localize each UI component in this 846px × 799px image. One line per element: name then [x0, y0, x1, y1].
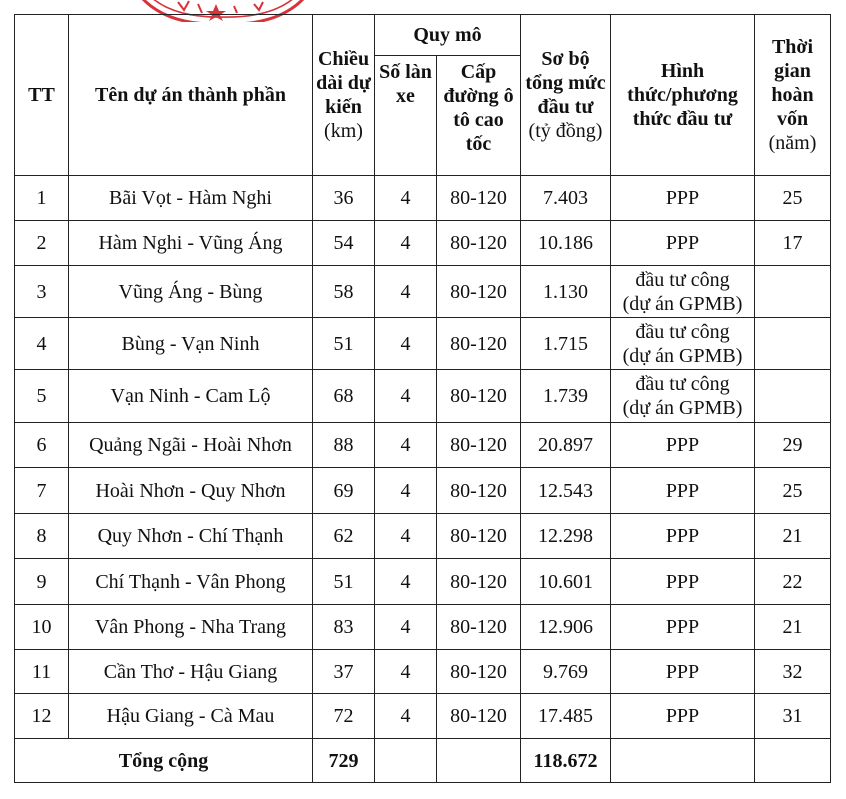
col-header-form: Hình thức/phương thức đầu tư [611, 15, 755, 176]
cell-length: 83 [313, 605, 375, 650]
cell-grade: 80-120 [437, 318, 521, 370]
cell-length: 72 [313, 694, 375, 739]
table-row [15, 176, 831, 221]
cell-form: PPP [611, 176, 755, 221]
table-row [15, 370, 831, 423]
projects-table [14, 14, 831, 783]
table-row [15, 605, 831, 650]
col-header-lanes: Số làn xe [375, 56, 437, 176]
cell-name: Hàm Nghi - Vũng Áng [69, 221, 313, 266]
cell-lanes: 4 [375, 514, 437, 559]
cell-name: Quy Nhơn - Chí Thạnh [69, 514, 313, 559]
col-header-scale: Quy mô [375, 15, 521, 56]
cell-payback: 29 [755, 423, 831, 468]
cell-name: Hậu Giang - Cà Mau [69, 694, 313, 739]
cell-length: 36 [313, 176, 375, 221]
cell-name: Quảng Ngãi - Hoài Nhơn [69, 423, 313, 468]
cell-lanes: 4 [375, 370, 437, 423]
cell-tt: 4 [15, 318, 69, 370]
cell-lanes: 4 [375, 221, 437, 266]
cell-lanes: 4 [375, 559, 437, 605]
cell-form: PPP [611, 221, 755, 266]
cell-lanes: 4 [375, 650, 437, 694]
total-row [15, 739, 831, 783]
cell-invest: 10.186 [521, 221, 611, 266]
cell-invest: 1.130 [521, 266, 611, 318]
cell-grade: 80-120 [437, 514, 521, 559]
cell-invest: 1.739 [521, 370, 611, 423]
cell-form: đầu tư công (dự án GPMB) [611, 370, 755, 423]
table-row [15, 318, 831, 370]
cell-lanes: 4 [375, 176, 437, 221]
cell-grade: 80-120 [437, 266, 521, 318]
cell-name: Vạn Ninh - Cam Lộ [69, 370, 313, 423]
cell-grade: 80-120 [437, 221, 521, 266]
cell-name: Bãi Vọt - Hàm Nghi [69, 176, 313, 221]
col-header-length: Chiều dài dự kiến (km) [313, 15, 375, 176]
cell-name: Hoài Nhơn - Quy Nhơn [69, 468, 313, 514]
cell-length: 54 [313, 221, 375, 266]
cell-grade: 80-120 [437, 650, 521, 694]
cell-invest: 17.485 [521, 694, 611, 739]
cell-tt: 7 [15, 468, 69, 514]
cell-payback [755, 370, 831, 423]
cell-grade: 80-120 [437, 370, 521, 423]
cell-tt: 6 [15, 423, 69, 468]
table-row [15, 423, 831, 468]
col-header-tt: TT [15, 15, 69, 176]
cell-invest: 12.906 [521, 605, 611, 650]
cell-payback: 17 [755, 221, 831, 266]
total-label: Tổng cộng [15, 739, 313, 783]
cell-invest: 1.715 [521, 318, 611, 370]
cell-form: đầu tư công (dự án GPMB) [611, 318, 755, 370]
cell-length: 88 [313, 423, 375, 468]
table-row [15, 468, 831, 514]
cell-form: PPP [611, 694, 755, 739]
cell-tt: 8 [15, 514, 69, 559]
cell-payback: 25 [755, 176, 831, 221]
cell-name: Bùng - Vạn Ninh [69, 318, 313, 370]
cell-length: 58 [313, 266, 375, 318]
cell-payback [755, 318, 831, 370]
cell-lanes: 4 [375, 694, 437, 739]
table-row [15, 694, 831, 739]
cell-grade: 80-120 [437, 694, 521, 739]
cell-form: PPP [611, 559, 755, 605]
header-row-1 [15, 15, 831, 56]
cell-tt: 12 [15, 694, 69, 739]
total-invest: 118.672 [521, 739, 611, 783]
cell-lanes: 4 [375, 318, 437, 370]
cell-invest: 12.298 [521, 514, 611, 559]
cell-lanes: 4 [375, 468, 437, 514]
cell-tt: 10 [15, 605, 69, 650]
total-grade-empty [437, 739, 521, 783]
cell-invest: 9.769 [521, 650, 611, 694]
cell-tt: 11 [15, 650, 69, 694]
cell-name: Vân Phong - Nha Trang [69, 605, 313, 650]
cell-grade: 80-120 [437, 176, 521, 221]
cell-length: 51 [313, 318, 375, 370]
total-length: 729 [313, 739, 375, 783]
cell-name: Vũng Áng - Bùng [69, 266, 313, 318]
cell-lanes: 4 [375, 423, 437, 468]
cell-payback: 32 [755, 650, 831, 694]
cell-length: 37 [313, 650, 375, 694]
cell-form: PPP [611, 650, 755, 694]
cell-payback: 22 [755, 559, 831, 605]
cell-tt: 9 [15, 559, 69, 605]
cell-tt: 3 [15, 266, 69, 318]
col-header-grade: Cấp đường ô tô cao tốc [437, 56, 521, 176]
cell-form: đầu tư công (dự án GPMB) [611, 266, 755, 318]
table-row [15, 514, 831, 559]
cell-tt: 2 [15, 221, 69, 266]
cell-length: 68 [313, 370, 375, 423]
col-header-name: Tên dự án thành phần [69, 15, 313, 176]
cell-payback [755, 266, 831, 318]
col-header-payback: Thời gian hoàn vốn (năm) [755, 15, 831, 176]
cell-form: PPP [611, 605, 755, 650]
cell-tt: 5 [15, 370, 69, 423]
cell-payback: 21 [755, 514, 831, 559]
cell-lanes: 4 [375, 266, 437, 318]
table-row [15, 266, 831, 318]
total-lanes-empty [375, 739, 437, 783]
cell-invest: 20.897 [521, 423, 611, 468]
cell-name: Cần Thơ - Hậu Giang [69, 650, 313, 694]
cell-form: PPP [611, 514, 755, 559]
cell-invest: 7.403 [521, 176, 611, 221]
col-header-invest: Sơ bộ tổng mức đầu tư (tỷ đồng) [521, 15, 611, 176]
cell-invest: 10.601 [521, 559, 611, 605]
cell-payback: 31 [755, 694, 831, 739]
total-form-empty [611, 739, 755, 783]
cell-grade: 80-120 [437, 468, 521, 514]
cell-form: PPP [611, 468, 755, 514]
cell-length: 69 [313, 468, 375, 514]
table-row [15, 221, 831, 266]
cell-invest: 12.543 [521, 468, 611, 514]
table-row [15, 559, 831, 605]
cell-tt: 1 [15, 176, 69, 221]
cell-name: Chí Thạnh - Vân Phong [69, 559, 313, 605]
cell-grade: 80-120 [437, 423, 521, 468]
cell-lanes: 4 [375, 605, 437, 650]
cell-form: PPP [611, 423, 755, 468]
cell-grade: 80-120 [437, 605, 521, 650]
cell-payback: 25 [755, 468, 831, 514]
total-payback-empty [755, 739, 831, 783]
table-row [15, 650, 831, 694]
cell-length: 51 [313, 559, 375, 605]
cell-grade: 80-120 [437, 559, 521, 605]
cell-payback: 21 [755, 605, 831, 650]
cell-length: 62 [313, 514, 375, 559]
